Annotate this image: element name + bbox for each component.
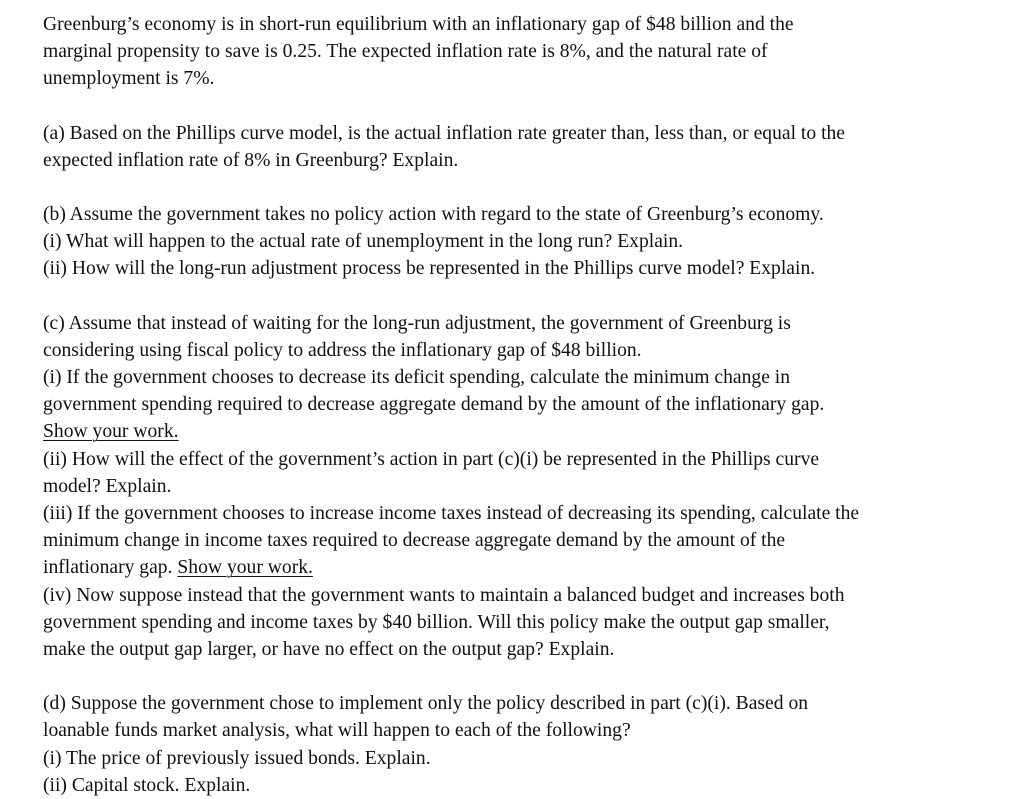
intro-line-2: marginal propensity to save is 0.25. The expected inflation rate is 8%, and the natural rate of	[43, 41, 768, 63]
part-c-line-10-text: inflationary gap.	[43, 557, 178, 579]
show-work-link-c-i[interactable]: Show your work.	[43, 421, 179, 443]
intro-paragraph	[43, 11, 1003, 93]
part-c-line-12: government spending and income taxes by $40 billion. Will this policy make the output gap smaller,	[43, 611, 830, 633]
part-c-line-3: (i) If the government chooses to decrease its deficit spending, calculate the minimum change in	[43, 367, 791, 389]
part-d-line-2: loanable funds market analysis, what will happen to each of the following?	[43, 720, 631, 742]
part-b-line-2: (i) What will happen to the actual rate of unemployment in the long run? Explain.	[43, 231, 684, 253]
part-c-line-1: (c) Assume that instead of waiting for the long-run adjustment, the government of Greenburg is	[43, 312, 791, 334]
part-c-line-13: make the output gap larger, or have no effect on the output gap? Explain.	[43, 639, 615, 661]
part-a-line-1: (a) Based on the Phillips curve model, is the actual inflation rate greater than, less than, or equal to the	[43, 122, 846, 144]
question-document	[43, 11, 1003, 799]
part-d-line-3: (i) The price of previously issued bonds. Explain.	[43, 747, 431, 769]
part-c-line-10	[43, 554, 1003, 581]
part-b-line-3: (ii) How will the long-run adjustment process be represented in the Phillips curve model? Explain.	[43, 258, 816, 280]
part-c-line-8: (iii) If the government chooses to increase income taxes instead of decreasing its spending, calculate the	[43, 503, 860, 525]
part-c-line-4: government spending required to decrease aggregate demand by the amount of the inflationary gap.	[43, 394, 825, 416]
part-c-line-6: (ii) How will the effect of the government’s action in part (c)(i) be represented in the Phillips curve	[43, 448, 820, 470]
part-c-paragraph	[43, 310, 1003, 664]
part-d-line-1: (d) Suppose the government chose to implement only the policy described in part (c)(i). Based on	[43, 693, 809, 715]
part-a-paragraph	[43, 120, 1003, 174]
part-c-line-7: model? Explain.	[43, 475, 172, 497]
part-d-line-4: (ii) Capital stock. Explain.	[43, 774, 251, 796]
part-c-line-11: (iv) Now suppose instead that the government wants to maintain a balanced budget and increases both	[43, 584, 845, 606]
part-a-line-2: expected inflation rate of 8% in Greenburg? Explain.	[43, 149, 459, 171]
part-b-line-1: (b) Assume the government takes no policy action with regard to the state of Greenburg’s economy.	[43, 204, 824, 226]
part-c-line-9: minimum change in income taxes required to decrease aggregate demand by the amount of the	[43, 530, 786, 552]
part-d-paragraph	[43, 690, 1003, 799]
part-b-paragraph	[43, 201, 1003, 283]
intro-line-3: unemployment is 7%.	[43, 68, 215, 90]
part-c-line-2: considering using fiscal policy to address the inflationary gap of $48 billion.	[43, 339, 642, 361]
part-c-line-5	[43, 418, 1003, 445]
show-work-link-c-iii[interactable]: Show your work.	[177, 557, 313, 579]
intro-line-1: Greenburg’s economy is in short-run equilibrium with an inflationary gap of $48 billion and the	[43, 14, 794, 35]
